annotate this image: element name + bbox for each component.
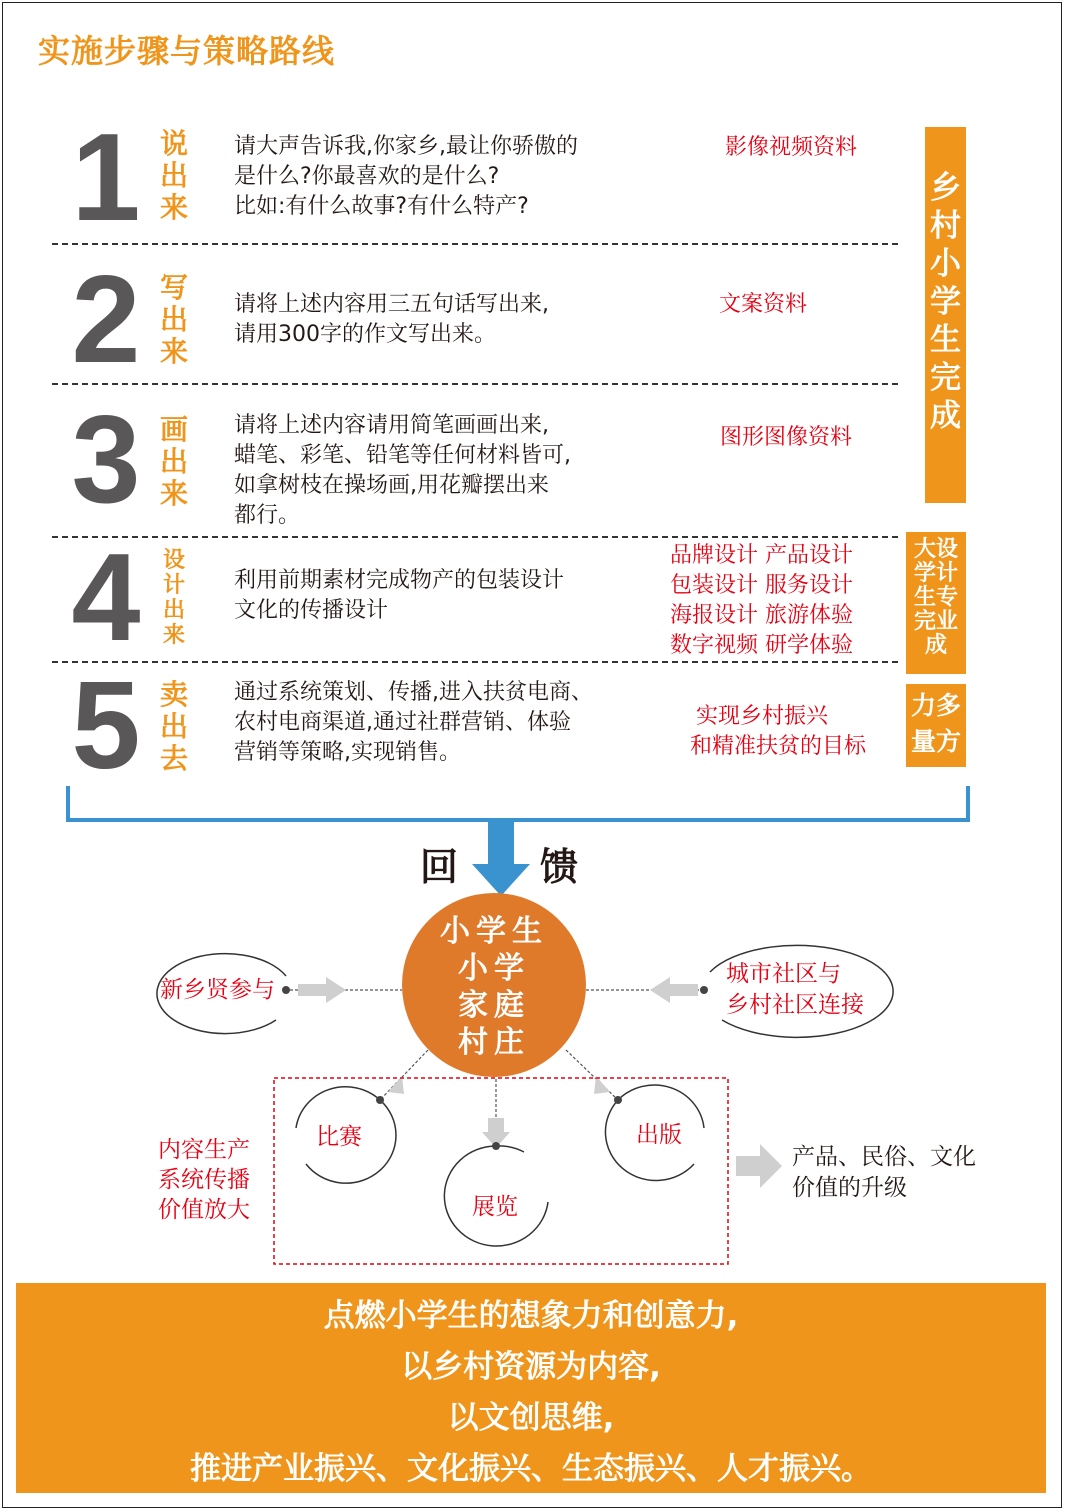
content-process-label: 内容生产 系统传播 价值放大 [158,1137,250,1223]
exhibition-label: 展览 [472,1194,518,1220]
community-link-label: 城市社区与 乡村社区连接 [726,961,864,1018]
step-5-verb: 卖出去 [159,678,188,775]
step-1-description: 请大声告诉我,你家乡,最让你骄傲的 是什么?你最喜欢的是什么? 比如:有什么故事?有什么特产? [234,134,578,219]
step-3-output: 图形图像资料 [719,425,852,450]
step-4-description: 利用前期素材完成物产的包装设计 文化的传播设计 [234,568,565,623]
step-1-verb: 说出来 [159,127,188,224]
value-upgrade-label: 产品、民俗、文化 价值的升级 [792,1144,976,1201]
step-5-number: 5 [71,657,141,795]
university-students-label: 大设学计生专完业成 [906,532,966,674]
feedback-bracket [66,786,970,822]
step-3-number: 3 [71,391,141,529]
multi-party-label: 力多量方 [906,684,966,767]
divider-4 [52,661,898,663]
new-gentry-label: 新乡贤参与 [160,977,275,1003]
step-5-output: 实现乡村振兴 和精准扶贫的目标 [690,704,867,759]
step-2-number: 2 [71,251,141,389]
primary-students-label: 乡村小学生完成 [925,127,966,503]
divider-2 [52,383,898,385]
step-1-number: 1 [71,109,141,247]
step-4-verb: 设计出来 [162,548,185,648]
core-participants-circle: 小学生 小学 家庭 村庄 [402,893,586,1077]
step-2-description: 请将上述内容用三五句话写出来, 请用300字的作文写出来。 [234,292,549,347]
divider-1 [52,243,898,245]
mission-banner: 点燃小学生的想象力和创意力, 以乡村资源为内容, 以文创思维, 推进产业振兴、文化振兴、生态振兴、人才振兴。 [16,1283,1046,1493]
page-title: 实施步骤与策略路线 [38,32,336,70]
step-2-verb: 写出来 [159,271,188,368]
step-4-output: 品牌设计 产品设计 包装设计 服务设计 海报设计 旅游体验 数字视频 研学体验 [670,543,853,658]
step-4-number: 4 [71,529,141,667]
feedback-right-char: 馈 [540,845,579,889]
competition-label: 比赛 [316,1124,362,1150]
divider-3 [52,536,898,538]
step-5-description: 通过系统策划、传播,进入扶贫电商、 农村电商渠道,通过社群营销、体验 营销等策略,实现销售。 [234,680,593,765]
step-1-output: 影像视频资料 [724,135,857,160]
publishing-label: 出版 [636,1122,682,1148]
step-3-verb: 画出来 [159,413,188,510]
feedback-left-char: 回 [420,845,459,889]
step-2-output: 文案资料 [718,292,807,317]
step-3-description: 请将上述内容请用简笔画画出来, 蜡笔、彩笔、铅笔等任何材料皆可, 如拿树枝在操场画,用花瓣摆出来 都行。 [234,413,571,528]
